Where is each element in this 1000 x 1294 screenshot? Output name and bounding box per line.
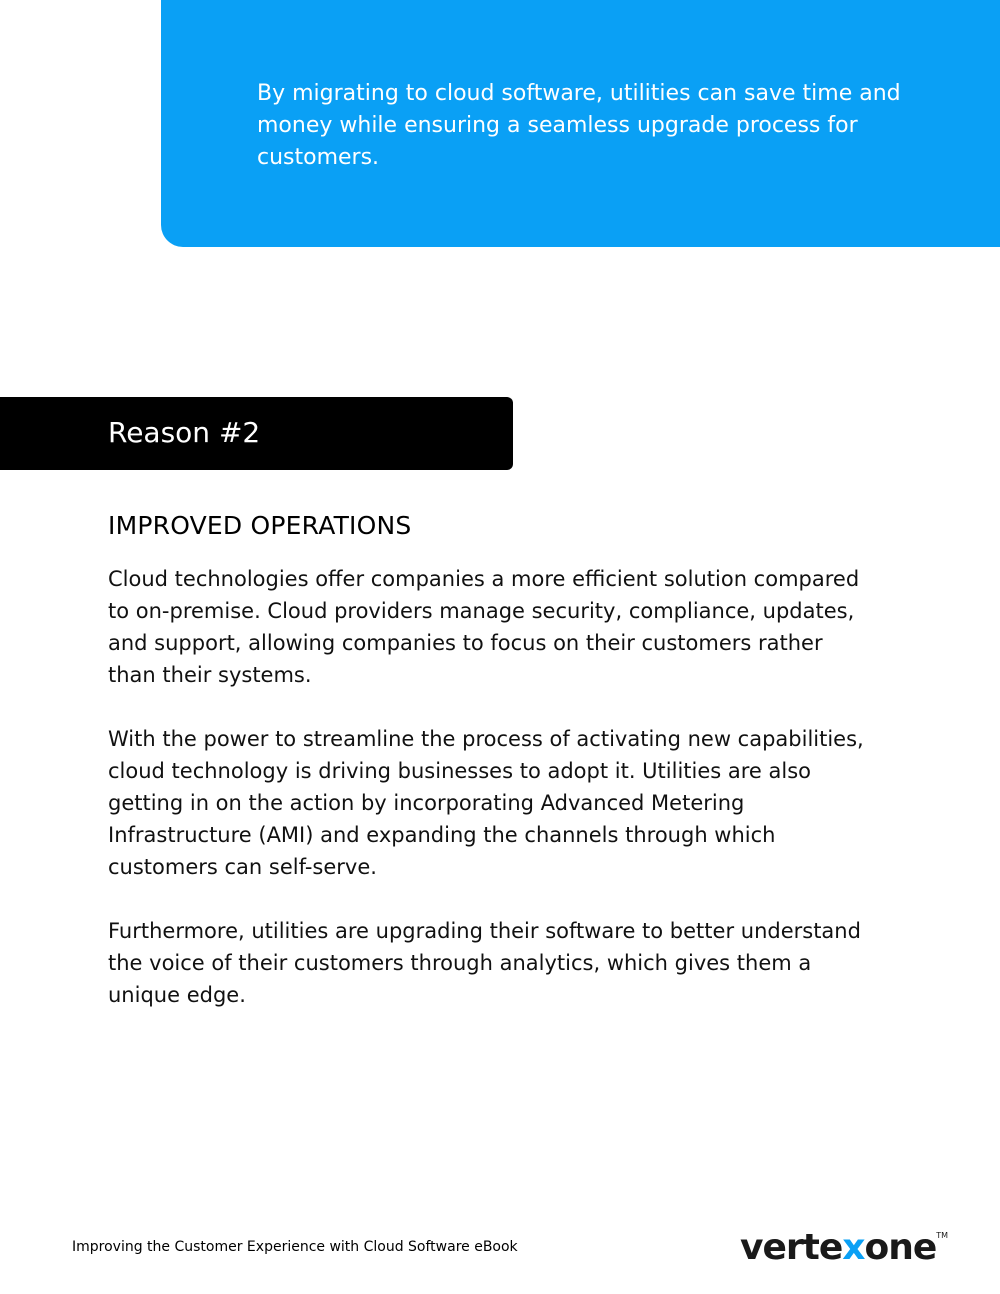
paragraph-2: With the power to streamline the process of activating new capabilities, cloud technology is driving businesses to adopt it. Utilities are also getting in on the action by incorporating Advanced Metering Infrastructure (AMI) and expanding the channels through which customers can self-serve. (108, 727, 864, 879)
section-heading: IMPROVED OPERATIONS (108, 511, 412, 540)
reason-label: Reason #2 (108, 416, 261, 449)
logo-part-x: x (842, 1227, 865, 1268)
footer-title: Improving the Customer Experience with Cloud Software eBook (72, 1239, 518, 1255)
logo-part-one: one (864, 1227, 937, 1268)
paragraph-3: Furthermore, utilities are upgrading their software to better understand the voice of their customers through analytics, which gives them a unique edge. (108, 919, 861, 1007)
logo-part-verte: verte (740, 1227, 843, 1268)
logo-trademark: TM (936, 1231, 949, 1240)
paragraph-1: Cloud technologies offer companies a more efficient solution compared to on-premise. Cloud providers manage security, compliance, updates, and support, allowing companies to focus on their customers rather than their systems. (108, 567, 860, 687)
vertexone-logo (740, 1224, 948, 1272)
callout-banner (161, 0, 1000, 247)
body-text (108, 563, 868, 1043)
reason-band (0, 397, 513, 470)
callout-text: By migrating to cloud software, utilities can save time and money while ensuring a seamless upgrade process for customers. (257, 81, 901, 170)
